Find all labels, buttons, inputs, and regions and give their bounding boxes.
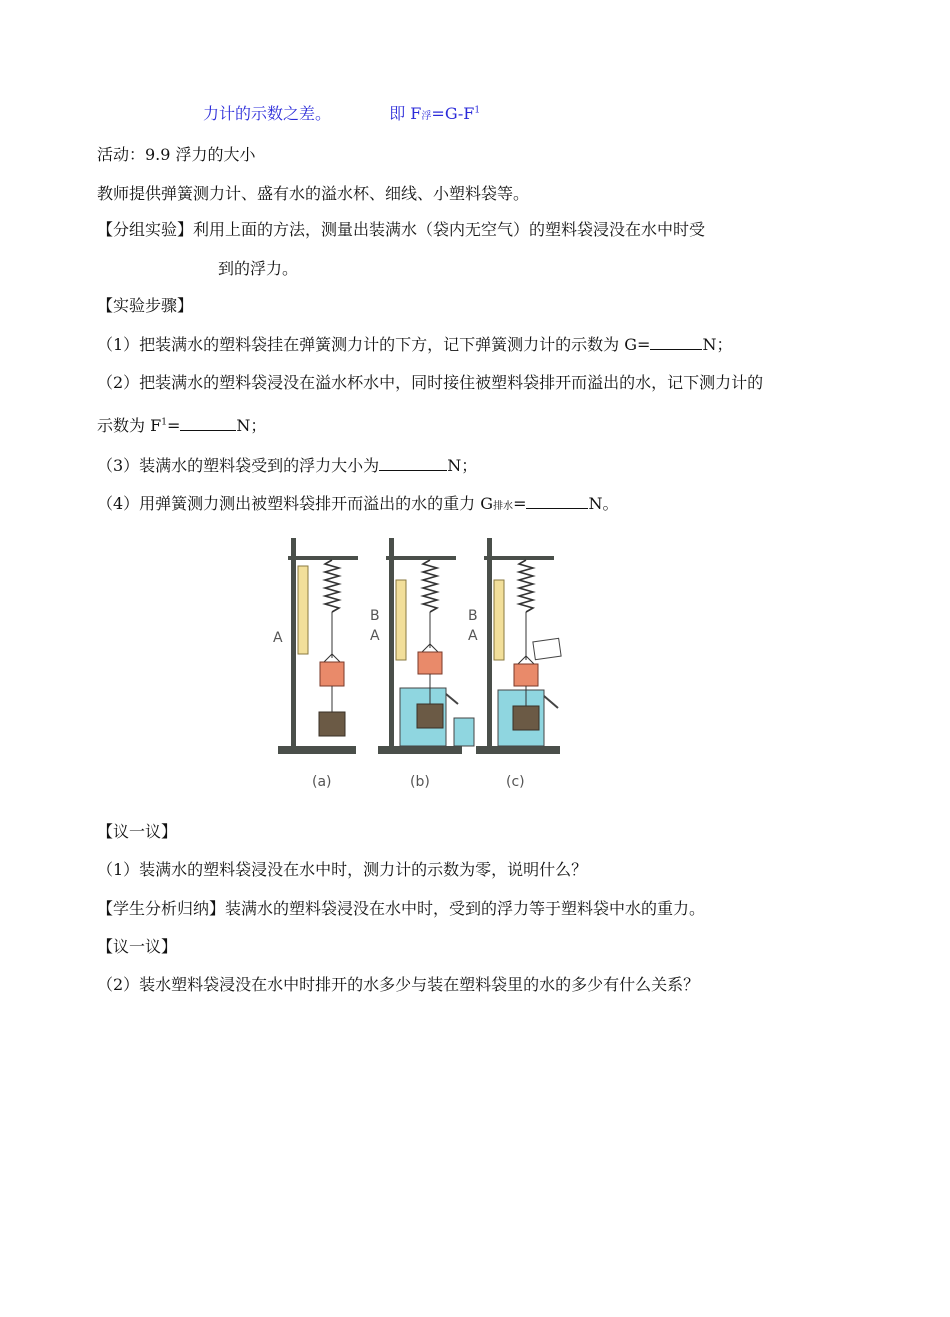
step-2-text: 示数为 F [97, 416, 162, 435]
label-B-c: B [468, 608, 478, 624]
apparatus-c [468, 538, 561, 754]
step-2-line2 [97, 416, 266, 436]
answer-blank-g[interactable] [650, 335, 702, 350]
step-4-sub: 排水 [493, 501, 514, 512]
formula-text-c: =G-F [431, 104, 475, 123]
apparatus-a [273, 538, 358, 754]
step-4-unit: N。 [588, 494, 619, 513]
steps-heading: 【实验步骤】 [97, 296, 194, 315]
group-experiment-text2: 到的浮力。 [218, 259, 299, 278]
step-1 [97, 335, 732, 355]
group-experiment-text1: 利用上面的方法，测量出装满水（袋内无空气）的塑料袋浸没在水中时受 [193, 220, 706, 239]
step-3-unit: N； [447, 456, 478, 475]
analysis-line [97, 899, 705, 919]
answer-blank-f1[interactable] [180, 416, 236, 431]
analysis-text: 装满水的塑料袋浸没在水中时，受到的浮力等于塑料袋中水的重力。 [225, 899, 706, 918]
group-experiment-line1 [97, 220, 705, 240]
formula-line [203, 104, 480, 127]
group-experiment-heading: 【分组实验】 [97, 220, 194, 239]
discuss-question-1: （1）装满水的塑料袋浸没在水中时，测力计的示数为零，说明什么？ [97, 860, 588, 879]
caption-c: (c) [506, 774, 525, 790]
label-A-a: A [273, 630, 283, 646]
apparatus-b [370, 538, 474, 754]
step-4-text: （4）用弹簧测力测出被塑料袋排开而溢出的水的重力 G [97, 494, 494, 513]
discuss-question-2: （2）装水塑料袋浸没在水中时排开的水多少与装在塑料袋里的水的多少有什么关系？ [97, 975, 700, 994]
step-2-line1: （2）把装满水的塑料袋浸没在溢水杯水中，同时接住被塑料袋排开而溢出的水，记下测力计的 [97, 373, 764, 392]
step-2-unit: N； [236, 416, 267, 435]
step-1-text: （1）把装满水的塑料袋挂在弹簧测力计的下方，记下弹簧测力计的示数为 G= [97, 335, 651, 354]
label-B-b: B [370, 608, 380, 624]
analysis-heading: 【学生分析归纳】 [97, 899, 226, 918]
caption-b: (b) [410, 774, 430, 790]
experiment-figure [268, 528, 568, 798]
label-A-c: A [468, 628, 478, 644]
answer-blank-g-water[interactable] [526, 494, 588, 509]
step-1-unit: N； [702, 335, 733, 354]
discuss-heading-2: 【议一议】 [97, 937, 178, 956]
formula-sub-fu: 浮 [421, 111, 432, 122]
formula-text-a: 力计的示数之差。 [203, 104, 332, 123]
formula-text-b: 即 F [389, 104, 422, 123]
caption-a: (a) [312, 774, 332, 790]
intro-text: 教师提供弹簧测力计、盛有水的溢水杯、细线、小塑料袋等。 [97, 184, 530, 203]
step-2-eq: = [166, 416, 181, 435]
answer-blank-buoyancy[interactable] [379, 456, 447, 471]
step-2-sup: 1 [161, 417, 167, 428]
label-A-b: A [370, 628, 380, 644]
step-4-eq: = [513, 494, 527, 513]
step-3-text: （3）装满水的塑料袋受到的浮力大小为 [97, 456, 380, 475]
step-4 [97, 494, 618, 517]
activity-title: 活动：9.9 浮力的大小 [97, 145, 256, 164]
discuss-heading-1: 【议一议】 [97, 822, 178, 841]
step-3 [97, 456, 477, 476]
formula-sup: 1 [474, 105, 481, 116]
